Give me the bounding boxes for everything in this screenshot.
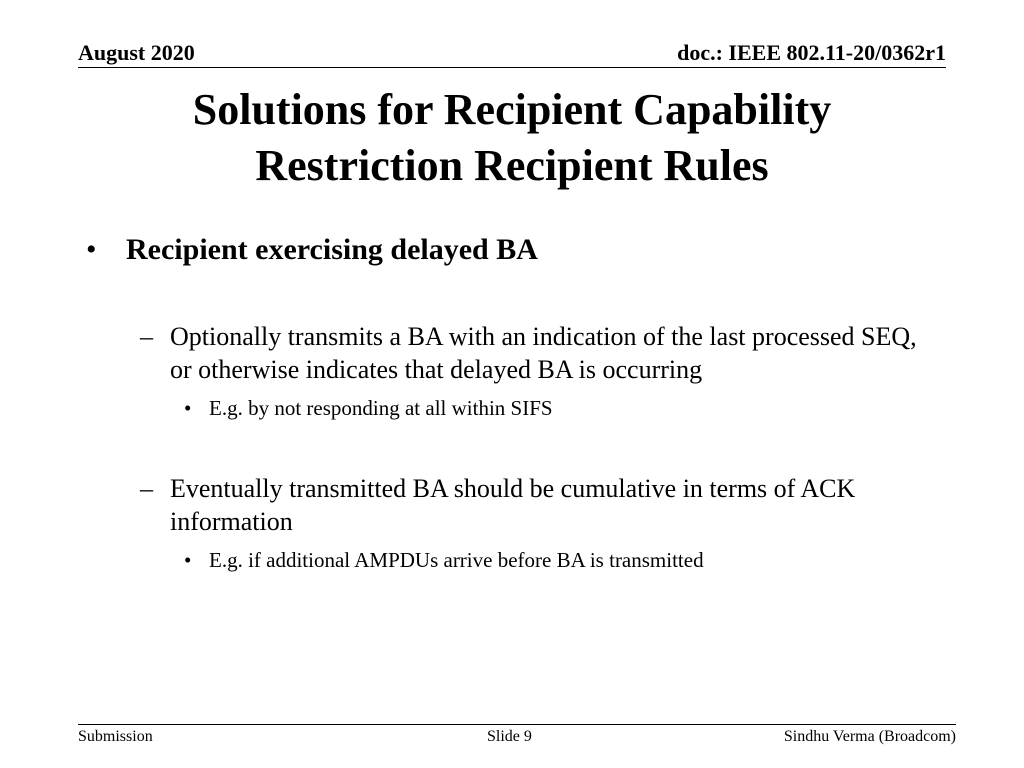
footer-author: Sindhu Verma (Broadcom) bbox=[783, 728, 956, 745]
level3-item-2 bbox=[184, 546, 924, 574]
footer-submission: Submission bbox=[78, 728, 153, 745]
level3-item-1 bbox=[184, 394, 924, 422]
sub-bullet-icon: • bbox=[184, 548, 192, 572]
level2-item-2 bbox=[140, 472, 940, 538]
title-line-1: Solutions for Recipient Capability bbox=[192, 85, 832, 134]
slide-title bbox=[78, 82, 946, 194]
level2-item-1 bbox=[140, 320, 940, 386]
dash-icon: – bbox=[140, 322, 153, 351]
level2-text-2: Eventually transmitted BA should be cumulative in terms of ACK information bbox=[170, 474, 856, 536]
header-divider bbox=[78, 67, 946, 68]
header-doc-id: doc.: IEEE 802.11-20/0362r1 bbox=[677, 40, 946, 65]
bullet-icon: • bbox=[86, 233, 97, 266]
footer-divider bbox=[78, 724, 956, 725]
dash-icon: – bbox=[140, 474, 153, 503]
level3-text-2: E.g. if additional AMPDUs arrive before BA is transmitted bbox=[209, 548, 704, 572]
footer-slide-number: Slide 9 bbox=[487, 728, 532, 745]
level3-text-1: E.g. by not responding at all within SIFS bbox=[209, 396, 553, 420]
level2-text-1: Optionally transmits a BA with an indication of the last processed SEQ, or otherwise indicates that delayed BA is occurring bbox=[170, 322, 917, 384]
title-line-2: Restriction Recipient Rules bbox=[255, 141, 769, 190]
sub-bullet-icon: • bbox=[184, 396, 192, 420]
level1-text: Recipient exercising delayed BA bbox=[126, 233, 538, 266]
header-date: August 2020 bbox=[78, 40, 195, 65]
